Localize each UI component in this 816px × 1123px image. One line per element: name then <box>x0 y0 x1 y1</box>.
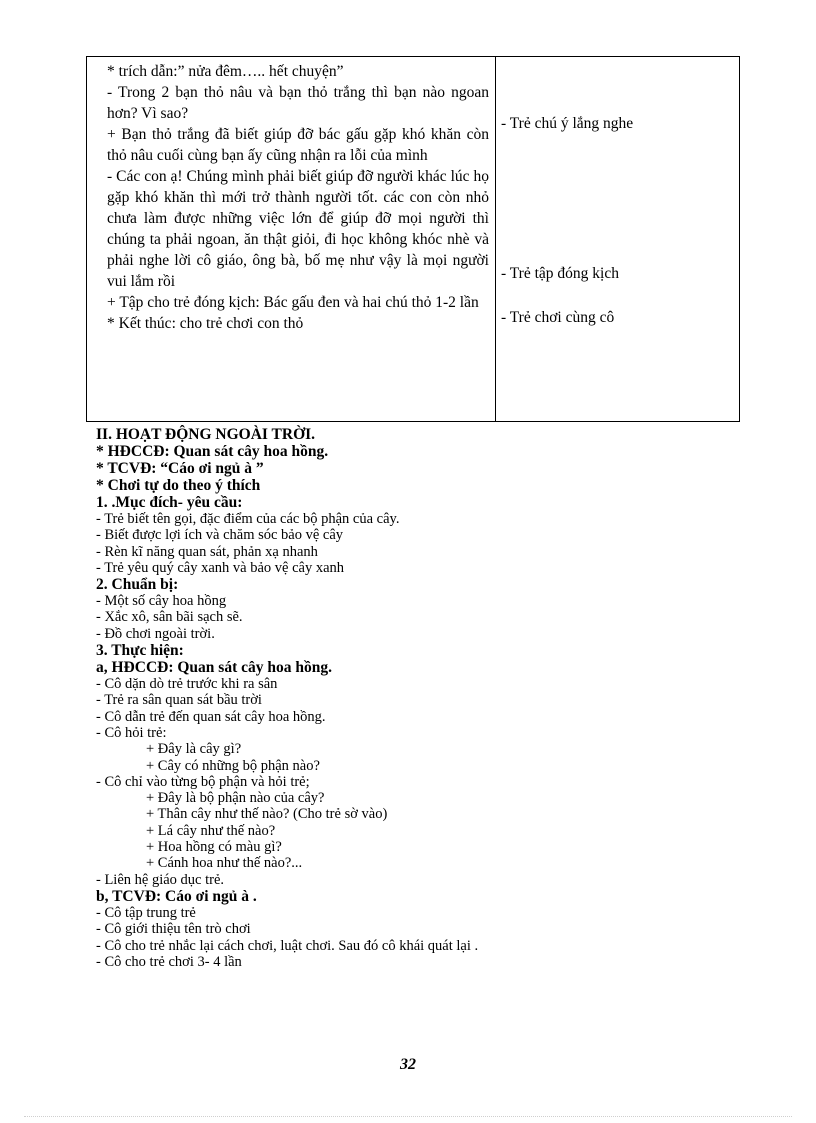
text-line: - Cô dặn dò trẻ trước khi ra sân <box>96 676 278 693</box>
text-line: - Cô dẫn trẻ đến quan sát cây hoa hồng. <box>96 708 326 725</box>
text-line: - Cô chỉ vào từng bộ phận và hỏi trẻ; <box>96 773 310 790</box>
text-line: - Biết được lợi ích và chăm sóc bảo vệ cây <box>96 527 344 544</box>
text-line: - Cô cho trẻ chơi 3- 4 lần <box>96 953 242 970</box>
teacher-activity-column <box>107 61 489 334</box>
table-paragraph: * Kết thúc: cho trẻ chơi con thỏ <box>107 315 304 332</box>
text-line: - Một số cây hoa hồng <box>96 593 227 610</box>
text-line: + Thân cây như thế nào? (Cho trẻ sờ vào) <box>146 806 388 823</box>
section-heading: II. HOẠT ĐỘNG NGOÀI TRỜI. <box>96 426 316 443</box>
text-line: + Đây là cây gì? <box>146 741 242 758</box>
table-paragraph: - Trong 2 bạn thỏ nâu và bạn thỏ trắng thì bạn nào ngoan hơn? Vì sao? <box>107 84 489 122</box>
table-paragraph: + Tập cho trẻ đóng kịch: Bác gấu đen và hai chú thỏ 1-2 lần <box>107 294 479 311</box>
section-heading: 3. Thực hiện: <box>96 642 184 660</box>
section-heading: * TCVĐ: “Cáo ơi ngủ à ” <box>96 460 264 477</box>
text-line: - Xắc xô, sân bãi sạch sẽ. <box>96 609 243 626</box>
table-cell-text: - Trẻ tập đóng kịch <box>501 265 619 282</box>
text-line: - Trẻ yêu quý cây xanh và bảo vệ cây xanh <box>96 559 345 576</box>
table-paragraph: + Bạn thỏ trắng đã biết giúp đỡ bác gấu gặp khó khăn còn thỏ nâu cuối cùng bạn ấy cũng nhận ra lỗi của mình <box>107 126 489 164</box>
text-line: + Hoa hồng có màu gì? <box>146 839 282 856</box>
page-edge-dotted-line <box>24 1116 792 1117</box>
section-heading: 1. .Mục đích- yêu cầu: <box>96 494 243 511</box>
text-line: - Trẻ ra sân quan sát bầu trời <box>96 692 262 709</box>
text-line: - Cô giới thiệu tên trò chơi <box>96 921 251 938</box>
text-line: - Rèn kĩ năng quan sát, phản xạ nhanh <box>96 543 318 560</box>
text-line: + Cây có những bộ phận nào? <box>146 757 320 774</box>
text-line: + Đây là bộ phận nào của cây? <box>146 790 325 807</box>
section-heading: 2. Chuẩn bị: <box>96 576 179 594</box>
table-paragraph: * trích dẫn:” nửa đêm….. hết chuyện” <box>107 63 344 80</box>
table-paragraph: - Các con ạ! Chúng mình phải biết giúp đỡ người khác lúc họ gặp khó khăn thì mới trở thành người tốt. các con còn nhỏ chưa làm được những việc lớn để giúp đỡ mọi người thì chúng ta phải ngoan, ăn thật giỏi, đi học không khóc nhè và phải nghe lời cô giáo, ông bà, bố mẹ như vậy là mọi người vui lắm rồi <box>107 168 489 290</box>
text-line: - Cô cho trẻ nhắc lại cách chơi, luật chơi. Sau đó cô khái quát lại . <box>96 937 479 954</box>
section-heading: * HĐCCĐ: Quan sát cây hoa hồng. <box>96 443 329 460</box>
text-line: + Lá cây như thế nào? <box>146 822 276 839</box>
section-heading: * Chơi tự do theo ý thích <box>96 477 261 494</box>
text-line: - Liên hệ giáo dục trẻ. <box>96 871 225 888</box>
column-divider <box>495 57 496 421</box>
section-heading: a, HĐCCĐ: Quan sát cây hoa hồng. <box>96 659 332 677</box>
outdoor-activity-section <box>96 426 776 970</box>
text-line: + Cánh hoa như thế nào?... <box>146 855 303 872</box>
activity-table <box>86 56 740 422</box>
text-line: - Cô tập trung trẻ <box>96 904 196 921</box>
page-number: 32 <box>400 1056 416 1073</box>
table-cell-text: - Trẻ chơi cùng cô <box>501 309 615 326</box>
text-line: - Cô hỏi trẻ: <box>96 724 167 741</box>
table-cell-text: - Trẻ chú ý lắng nghe <box>501 115 634 132</box>
text-line: - Đồ chơi ngoài trời. <box>96 625 215 642</box>
text-line: - Trẻ biết tên gọi, đặc điểm của các bộ phận của cây. <box>96 511 400 527</box>
section-heading: b, TCVĐ: Cáo ơi ngủ à . <box>96 887 257 905</box>
